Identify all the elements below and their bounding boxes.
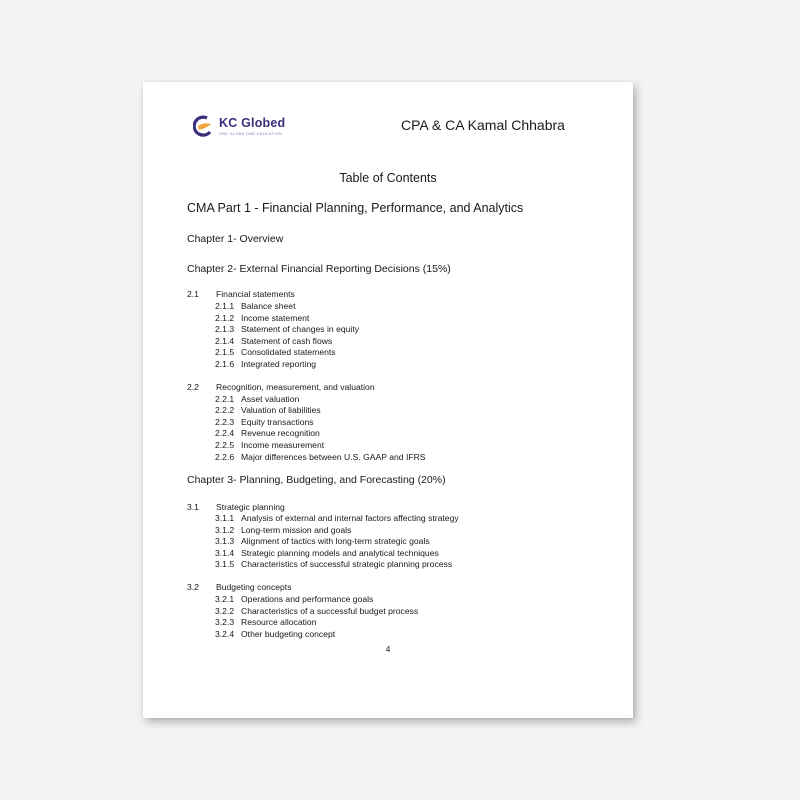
subsection-label: Alignment of tactics with long-term strategic goals — [241, 536, 430, 546]
document-page — [143, 82, 633, 718]
subsection-number: 3.2.3 — [215, 617, 235, 627]
subsection-number: 2.1.2 — [215, 313, 235, 323]
subsection-label: Operations and performance goals — [241, 594, 374, 604]
chapter-1-heading: Chapter 1- Overview — [187, 233, 284, 245]
subsection-label: Balance sheet — [241, 301, 296, 311]
toc-title: Table of Contents — [339, 171, 437, 185]
subsection-label: Major differences between U.S. GAAP and IFRS — [241, 452, 426, 462]
subsection-label: Characteristics of successful strategic planning process — [241, 559, 453, 569]
subsection-number: 3.2.4 — [215, 629, 235, 639]
subsection-label: Asset valuation — [241, 394, 300, 404]
chapter-2-heading: Chapter 2- External Financial Reporting Decisions (15%) — [187, 263, 451, 275]
subsection-number: 2.2.5 — [215, 440, 235, 450]
page-number: 4 — [385, 644, 391, 654]
globe-logo-icon — [193, 115, 213, 137]
subsection-number: 2.2.1 — [215, 394, 235, 404]
part-title: CMA Part 1 - Financial Planning, Performance, and Analytics — [187, 201, 524, 215]
chapter-3-heading: Chapter 3- Planning, Budgeting, and Forecasting (20%) — [187, 474, 446, 486]
subsection-label: Analysis of external and internal factors affecting strategy — [241, 513, 459, 523]
section-number: 2.1 — [187, 289, 199, 299]
section-number: 2.2 — [187, 382, 199, 392]
subsection-label: Valuation of liabilities — [241, 405, 321, 415]
subsection-label: Integrated reporting — [241, 359, 317, 369]
company-logo — [193, 115, 303, 141]
subsection-label: Resource allocation — [241, 617, 317, 627]
subsection-number: 3.2.2 — [215, 606, 235, 616]
subsection-label: Income statement — [241, 313, 310, 323]
author-name: CPA & CA Kamal Chhabra — [401, 117, 565, 133]
section-label: Recognition, measurement, and valuation — [216, 382, 375, 392]
subsection-label: Strategic planning models and analytical techniques — [241, 548, 439, 558]
section-label: Budgeting concepts — [216, 582, 292, 592]
subsection-number: 3.1.5 — [215, 559, 235, 569]
subsection-label: Statement of changes in equity — [241, 324, 360, 334]
subsection-number: 3.1.1 — [215, 513, 235, 523]
subsection-number: 2.2.4 — [215, 428, 235, 438]
subsection-label: Equity transactions — [241, 417, 314, 427]
subsection-number: 3.1.4 — [215, 548, 235, 558]
logo-text: KC Globed — [219, 116, 286, 130]
subsection-number: 2.1.5 — [215, 347, 235, 357]
subsection-number: 2.1.3 — [215, 324, 235, 334]
subsection-number: 2.1.6 — [215, 359, 235, 369]
subsection-number: 2.2.6 — [215, 452, 235, 462]
subsection-number: 2.2.3 — [215, 417, 235, 427]
subsection-label: Characteristics of a successful budget process — [241, 606, 419, 616]
logo-tagline: ONE GLOBE ONE EDUCATION — [219, 132, 283, 136]
section-number: 3.2 — [187, 582, 199, 592]
section-label: Financial statements — [216, 289, 295, 299]
subsection-number: 2.1.4 — [215, 336, 235, 346]
subsection-label: Consolidated statements — [241, 347, 336, 357]
subsection-label: Revenue recognition — [241, 428, 320, 438]
subsection-number: 3.2.1 — [215, 594, 235, 604]
subsection-number: 2.1.1 — [215, 301, 235, 311]
subsection-label: Long-term mission and goals — [241, 525, 352, 535]
subsection-number: 2.2.2 — [215, 405, 235, 415]
subsection-label: Other budgeting concept — [241, 629, 336, 639]
subsection-number: 3.1.3 — [215, 536, 235, 546]
section-number: 3.1 — [187, 502, 199, 512]
subsection-label: Income measurement — [241, 440, 325, 450]
section-label: Strategic planning — [216, 502, 285, 512]
subsection-label: Statement of cash flows — [241, 336, 333, 346]
subsection-number: 3.1.2 — [215, 525, 235, 535]
